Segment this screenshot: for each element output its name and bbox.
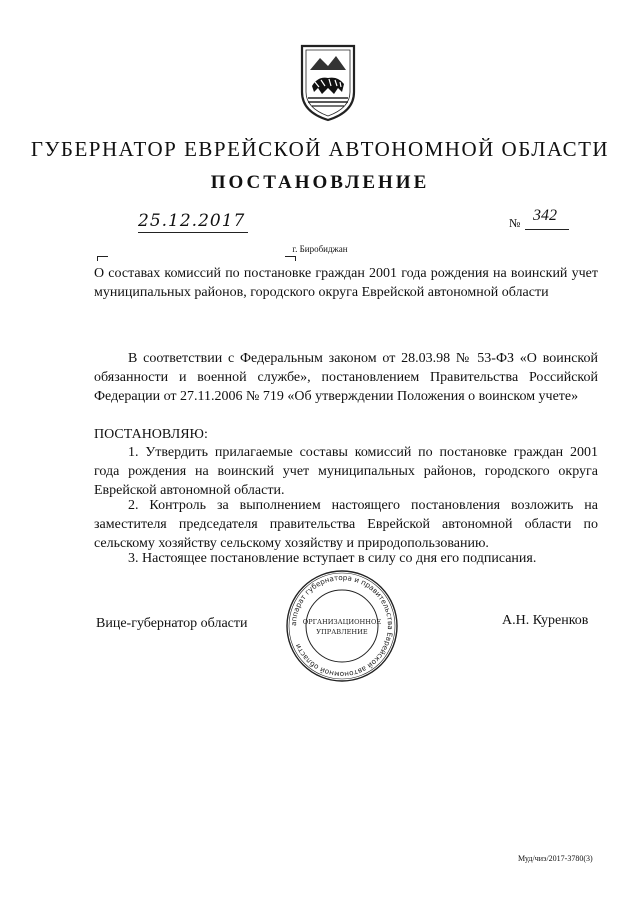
coat-of-arms-icon (298, 40, 358, 122)
document-number: 342 (533, 207, 557, 224)
preamble: В соответствии с Федеральным законом от 28.03.98 № 53-ФЗ «О воинской обязанности и военной службе», постановлением Правительства Российской Федерации от 27.11.2006 № 719 «Об утверждении Положения о воинском учете» (94, 351, 598, 404)
number-underline (525, 229, 569, 230)
document-date: 25.12.2017 (138, 211, 246, 231)
organization-title: ГУБЕРНАТОР ЕВРЕЙСКОЙ АВТОНОМНОЙ ОБЛАСТИ (30, 137, 610, 161)
stamp-center-line2: УПРАВЛЕНИЕ (316, 628, 368, 636)
decree-item-1: 1. Утвердить прилагаемые составы комиссий по постановке граждан 2001 года рождения на воинский учет муниципальных районов, городского округа Еврейской автономной области. (94, 445, 598, 498)
document-type: ПОСТАНОВЛЕНИЕ (210, 172, 430, 193)
decree-word: ПОСТАНОВЛЯЮ: (94, 427, 208, 442)
number-prefix: № (509, 216, 521, 230)
stamp-center-line1: ОРГАНИЗАЦИОННОЕ (302, 618, 382, 626)
city: г. Биробиджан (292, 244, 348, 254)
document-subject: О составах комиссий по постановке граждан 2001 года рождения на воинский учет муниципальных районов, городского округа Еврейской автономной области (94, 266, 598, 300)
official-stamp-icon (284, 568, 400, 684)
date-underline (138, 232, 248, 233)
subject-corner-left (97, 256, 108, 261)
document-footer-code: Муд/чиэ/2017-3780(3) (518, 854, 593, 863)
decree-item-3: 3. Настоящее постановление вступает в силу со дня его подписания. (128, 551, 537, 566)
subject-corner-right (285, 256, 296, 261)
stamp-ring-text: аппарат губернатора и правительства Еврейской автономной области (288, 572, 396, 680)
decree-item-2: 2. Контроль за выполнением настоящего постановления возложить на заместителя председателя правительства Еврейской автономной области по сельскому хозяйству сельскому хозяйству и природопользованию. (94, 498, 598, 551)
signatory-title: Вице-губернатор области (96, 616, 248, 631)
signatory-name: А.Н. Куренков (502, 613, 589, 628)
